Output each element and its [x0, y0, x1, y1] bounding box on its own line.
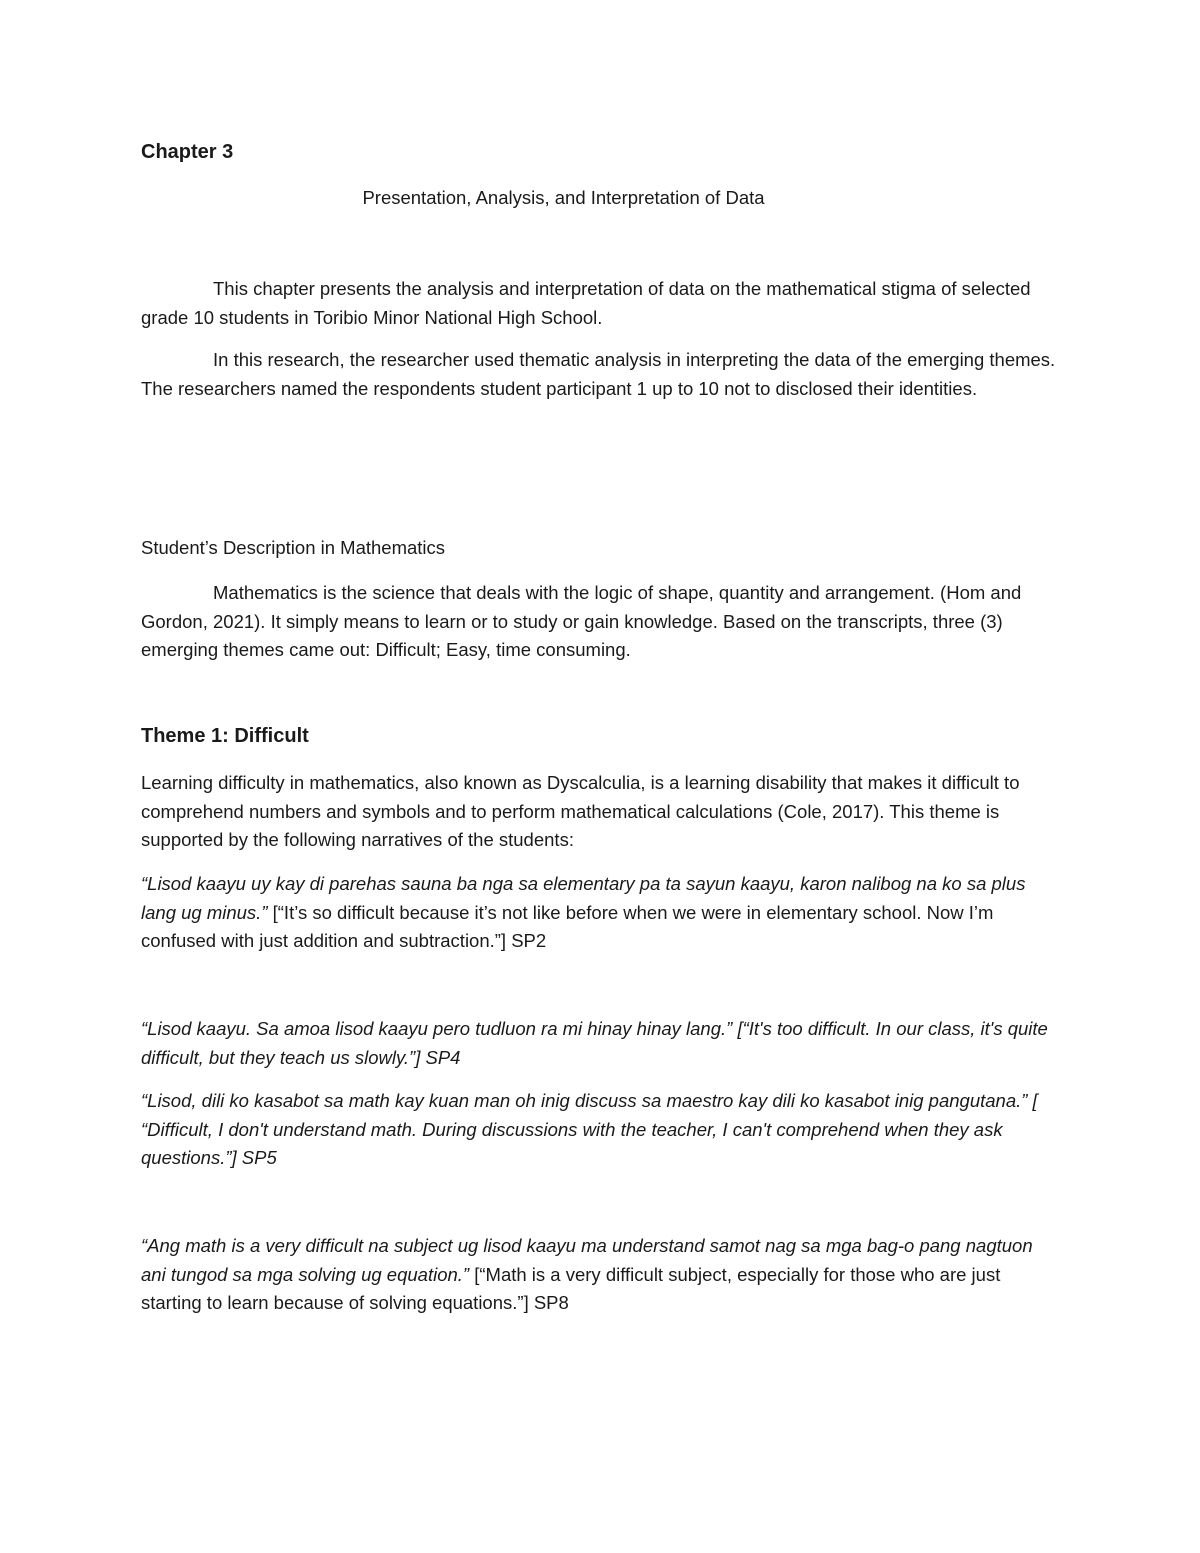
section-heading: Student’s Description in Mathematics — [141, 537, 446, 558]
narrative-sp2 — [141, 870, 1061, 956]
chapter-title — [0, 187, 1200, 209]
narrative-translation: [“It’s so difficult because it’s not like before when we were in elementary school. Now I’m confused with just addition and subtraction.”] SP2 — [141, 901, 994, 951]
theme-heading: Theme 1: Difficult — [141, 725, 309, 747]
narrative-sp5 — [141, 1087, 1061, 1173]
theme-paragraph: Learning difficulty in mathematics, also known as Dyscalculia, is a learning disability that makes it difficult to comprehend numbers and symbols and to perform mathematical calculations (Cole, 2017). This theme is supported by the following narratives of the students: — [141, 772, 1020, 850]
narrative-original: “Lisod kaayu. Sa amoa lisod kaayu pero tudluon ra mi hinay hinay lang.” [“It's too difficult. In our class, it's quite difficult, but they teach us slowly.”] SP4 — [141, 1018, 1048, 1068]
section-paragraph: Mathematics is the science that deals with the logic of shape, quantity and arrangement. (Hom and Gordon, 2021). It simply means to learn or to study or gain knowledge. Based on the transcripts, three (3) emerging themes came out: Difficult; Easy, time consuming. — [141, 582, 1022, 660]
narrative-sp4 — [141, 1015, 1061, 1072]
narrative-original: “Lisod kaayu uy kay di parehas sauna ba nga sa elementary pa ta sayun kaayu, karon nalibog na ko sa plus lang ug minus.” — [141, 873, 1026, 923]
narrative-original: “Lisod, dili ko kasabot sa math kay kuan man oh inig discuss sa maestro kay dili ko kasabot inig pangutana.” [ “Difficult, I don't understand math. During discussions with the teacher, I can't comprehend when they ask questions.”] SP5 — [141, 1090, 1038, 1168]
narrative-original: “Ang math is a very difficult na subject ug lisod kaayu ma understand samot nag sa mga bag-o pang nagtuon ani tungod sa mga solving ug equation.” — [141, 1235, 1033, 1285]
chapter-title-text: Presentation, Analysis, and Interpretation of Data — [362, 187, 765, 208]
narrative-translation: [“Math is a very difficult subject, especially for those who are just starting to learn because of solving equations.”] SP8 — [141, 1263, 1001, 1313]
narrative-sp8 — [141, 1232, 1061, 1318]
intro-paragraph-1: This chapter presents the analysis and interpretation of data on the mathematical stigma of selected grade 10 students in Toribio Minor National High School. — [141, 278, 1031, 328]
chapter-label: Chapter 3 — [141, 141, 234, 163]
intro-paragraph-2: In this research, the researcher used thematic analysis in interpreting the data of the emerging themes. The researchers named the respondents student participant 1 up to 10 not to disclosed their identities. — [141, 349, 1056, 399]
